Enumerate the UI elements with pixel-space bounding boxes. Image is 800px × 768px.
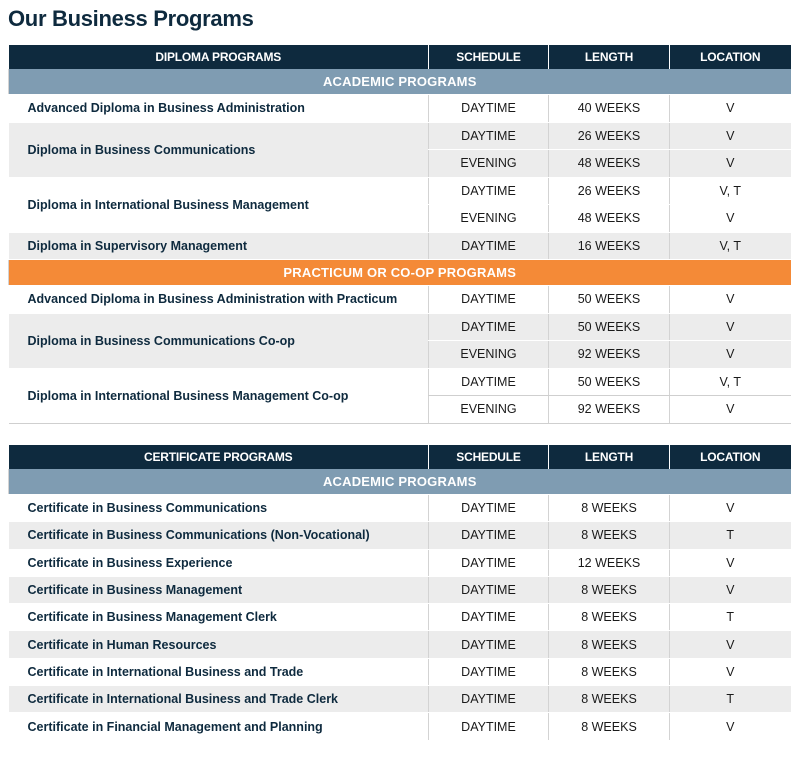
table-row [9,286,791,314]
schedule-cell: EVENING [429,341,549,369]
schedule-cell: DAYTIME [429,122,549,150]
section-label: ACADEMIC PROGRAMS [9,69,791,95]
schedule-cell: DAYTIME [429,658,549,685]
length-cell: 8 WEEKS [549,495,670,522]
program-name: Certificate in Human Resources [9,631,429,658]
section-row [9,469,791,495]
location-cell: T [670,604,791,631]
location-cell: V [670,122,791,150]
length-cell: 50 WEEKS [549,313,670,341]
program-name: Diploma in Business Communications [9,122,429,177]
schedule-cell: DAYTIME [429,313,549,341]
location-cell: V, T [670,368,791,396]
page-title: Our Business Programs [8,6,254,31]
location-cell: V, T [670,232,791,260]
schedule-header: SCHEDULE [429,445,549,469]
table-row [9,177,791,205]
table-row [9,522,791,549]
section-row [9,69,791,95]
program-name: Certificate in International Business and Trade Clerk [9,686,429,713]
program-name: Certificate in Financial Management and Planning [9,713,429,740]
location-cell: V [670,631,791,658]
length-cell: 26 WEEKS [549,122,670,150]
location-cell: V [670,549,791,576]
table-row [9,122,791,150]
location-cell: T [670,686,791,713]
schedule-cell: DAYTIME [429,576,549,603]
table-row [9,549,791,576]
schedule-cell: DAYTIME [429,177,549,205]
table-row [9,95,791,123]
table-row [9,368,791,396]
program-name: Diploma in Supervisory Management [9,232,429,260]
program-name: Diploma in Business Communications Co-op [9,313,429,368]
table-row [9,658,791,685]
length-cell: 48 WEEKS [549,150,670,178]
location-cell: V [670,95,791,123]
location-cell: V [670,205,791,233]
length-cell: 8 WEEKS [549,713,670,740]
length-cell: 8 WEEKS [549,522,670,549]
program-name: Diploma in International Business Management [9,177,429,232]
length-cell: 12 WEEKS [549,549,670,576]
schedule-cell: DAYTIME [429,549,549,576]
certificate-header-row [9,445,791,469]
diploma-body [9,69,791,423]
table-row [9,631,791,658]
location-cell: V [670,658,791,685]
table-row [9,232,791,260]
length-cell: 92 WEEKS [549,341,670,369]
table-row [9,313,791,341]
location-header: LOCATION [670,45,791,69]
program-name: Certificate in Business Communications [9,495,429,522]
length-cell: 92 WEEKS [549,396,670,424]
length-cell: 50 WEEKS [549,368,670,396]
location-cell: V [670,495,791,522]
program-name: Certificate in Business Experience [9,549,429,576]
section-label: PRACTICUM OR CO-OP PROGRAMS [9,260,791,286]
table-row [9,495,791,522]
program-name: Certificate in Business Communications (Non-Vocational) [9,522,429,549]
diploma-header-row [9,45,791,69]
length-cell: 50 WEEKS [549,286,670,314]
length-header: LENGTH [549,445,670,469]
schedule-cell: DAYTIME [429,631,549,658]
location-cell: V [670,150,791,178]
table-row [9,604,791,631]
program-name: Certificate in Business Management Clerk [9,604,429,631]
location-cell: V [670,713,791,740]
schedule-cell: EVENING [429,150,549,178]
length-cell: 8 WEEKS [549,658,670,685]
schedule-cell: DAYTIME [429,713,549,740]
length-cell: 8 WEEKS [549,604,670,631]
schedule-cell: DAYTIME [429,495,549,522]
schedule-cell: DAYTIME [429,95,549,123]
certificate-programs-table [8,445,791,741]
location-cell: V [670,576,791,603]
location-cell: V, T [670,177,791,205]
length-header: LENGTH [549,45,670,69]
schedule-cell: EVENING [429,396,549,424]
program-name: Certificate in Business Management [9,576,429,603]
location-cell: V [670,313,791,341]
program-name: Advanced Diploma in Business Administration with Practicum [9,286,429,314]
table-row [9,576,791,603]
program-name: Certificate in International Business and Trade [9,658,429,685]
table-row [9,713,791,740]
program-name: Diploma in International Business Management Co-op [9,368,429,423]
length-cell: 8 WEEKS [549,576,670,603]
table-row [9,686,791,713]
section-row [9,260,791,286]
length-cell: 8 WEEKS [549,631,670,658]
certificate-programs-header: CERTIFICATE PROGRAMS [9,445,429,469]
location-header: LOCATION [670,445,791,469]
schedule-cell: DAYTIME [429,686,549,713]
length-cell: 8 WEEKS [549,686,670,713]
length-cell: 26 WEEKS [549,177,670,205]
location-cell: V [670,286,791,314]
schedule-cell: DAYTIME [429,522,549,549]
schedule-cell: DAYTIME [429,368,549,396]
schedule-cell: EVENING [429,205,549,233]
section-label: ACADEMIC PROGRAMS [9,469,791,495]
length-cell: 16 WEEKS [549,232,670,260]
location-cell: T [670,522,791,549]
schedule-cell: DAYTIME [429,232,549,260]
location-cell: V [670,341,791,369]
diploma-programs-header: DIPLOMA PROGRAMS [9,45,429,69]
program-name: Advanced Diploma in Business Administration [9,95,429,123]
certificate-body [9,469,791,740]
length-cell: 48 WEEKS [549,205,670,233]
length-cell: 40 WEEKS [549,95,670,123]
schedule-cell: DAYTIME [429,286,549,314]
schedule-header: SCHEDULE [429,45,549,69]
schedule-cell: DAYTIME [429,604,549,631]
diploma-programs-table [8,45,791,424]
location-cell: V [670,396,791,424]
